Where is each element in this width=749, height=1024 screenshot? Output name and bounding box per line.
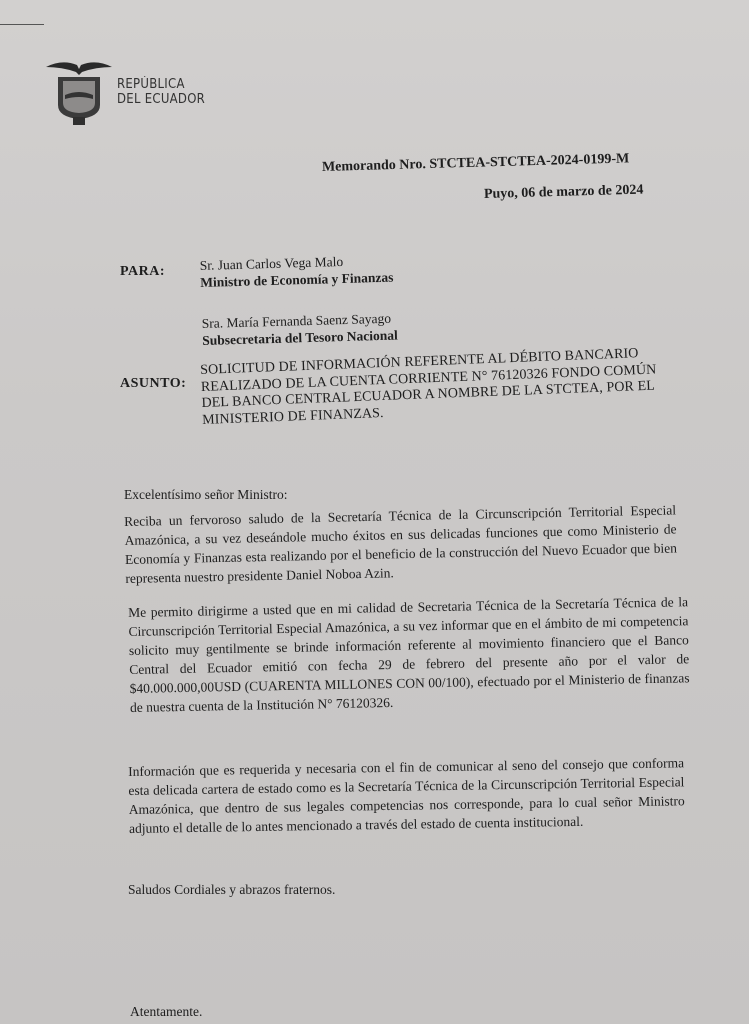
top-rule — [0, 24, 44, 25]
recipient-title: Subsecretaria del Tesoro Nacional — [202, 327, 399, 348]
signoff: Atentamente. — [130, 1004, 203, 1019]
paragraph-2: Me permito dirigirme a usted que en mi calidad de Secretaria Técnica de la Secretaría Técnica de la Circunscripción Territorial Especial Amazónica, a su vez informar que en el ámbito de mi competencia solicito muy gentilmente se brinde información referente al movimiento financiero que el Banco Central del Ecuador emitió con fecha 29 de febrero del presente año por el valor de $40.000.000,00USD (CUARENTA MILLONES CON 00/100), efectuado por el Ministerio de finanzas de nuestra cuenta de la Institución N° 76120326. — [128, 594, 690, 715]
recipient-2 — [202, 310, 399, 349]
place-date: Puyo, 06 de marzo de 2024 — [483, 182, 644, 202]
subject-label: ASUNTO: — [120, 376, 187, 391]
paragraph-1: Reciba un fervoroso saludo de la Secretaría Técnica de la Circunscripción Territorial Especial Amazónica, a su vez deseándole mucho éxitos en sus delicadas funciones que como Ministerio de Economía y Finanzas esta realizando por el beneficio de la construcción del Nuevo Ecuador que bien representa nuestro presidente Daniel Noboa Azin. — [124, 502, 678, 586]
closing: Saludos Cordiales y abrazos fraternos. — [128, 882, 336, 897]
to-label: PARA: — [120, 264, 166, 279]
greeting: Excelentísimo señor Ministro: — [124, 487, 288, 502]
memo-number: Memorando Nro. STCTEA-STCTEA-2024-0199-M — [321, 151, 630, 175]
recipient-name: Sr. Juan Carlos Vega Malo — [199, 254, 344, 274]
recipient-name: Sra. María Fernanda Saenz Sayago — [201, 310, 392, 332]
recipient-1 — [200, 252, 394, 291]
country-name: REPÚBLICA DEL ECUADOR — [117, 77, 206, 107]
paragraph-3: Información que es requerida y necesaria con el fin de comunicar al seno del consejo que conforma esta delicada cartera de estado como es la Secretaría Técnica de la Circunscripción Territorial Especial Amazónica, que dentro de sus legales competencias nos corresponde, para lo cual señor Ministro adjunto el detalle de lo antes mencionado a través del estado de cuenta institucional. — [128, 755, 685, 836]
coat-of-arms-icon — [44, 55, 114, 127]
subject-text: SOLICITUD DE INFORMACIÓN REFERENTE AL DÉBITO BANCARIO REALIZADO DE LA CUENTA CORRIENTE N° 76120326 FONDO COMÚN DEL BANCO CENTRAL ECUADOR A NOMBRE DE LA STCTEA, POR EL MINISTERIO DE FINANZAS. — [200, 346, 657, 428]
recipient-title: Ministro de Economía y Finanzas — [200, 269, 394, 290]
